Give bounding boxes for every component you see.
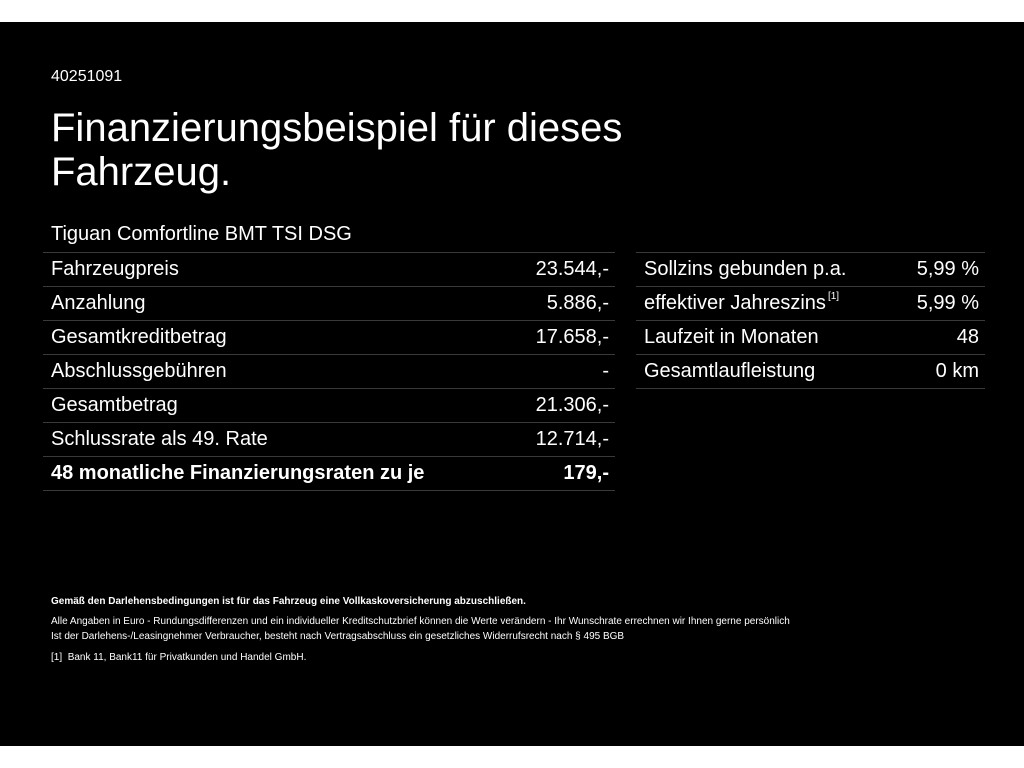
row-value: 21.306,-	[510, 389, 615, 423]
disclaimer-line: Ist der Darlehens-/Leasingnehmer Verbraucher, besteht nach Vertragsabschluss ein gesetzliches Widerrufsrecht nach § 495 BGB	[51, 631, 625, 642]
page-title: Finanzierungsbeispiel für dieses Fahrzeug.	[51, 106, 623, 194]
insurance-note: Gemäß den Darlehensbedingungen ist für das Fahrzeug eine Vollkaskoversicherung abzuschließen.	[51, 596, 526, 607]
row-label: Schlussrate als 49. Rate	[43, 423, 510, 457]
table-row	[43, 287, 615, 321]
row-label-text: Gesamtlaufleistung	[644, 360, 816, 382]
row-label	[636, 321, 894, 355]
table-row	[636, 287, 985, 321]
row-value: -	[510, 355, 615, 389]
row-label	[636, 253, 894, 287]
table-row	[636, 253, 985, 287]
financing-card	[0, 22, 1024, 746]
disclaimer-line: Alle Angaben in Euro - Rundungsdifferenzen und ein individueller Kreditschutzbrief können die Werte verändern - Ihr Wunschrate errechnen wir Ihnen gerne persönlich	[51, 616, 790, 627]
row-label: Gesamtbetrag	[43, 389, 510, 423]
bank-name: Bank 11, Bank11 für Privatkunden und Handel GmbH.	[67, 652, 307, 663]
row-label	[636, 355, 894, 389]
interest-table	[636, 252, 985, 389]
row-value: 5,99 %	[894, 287, 985, 321]
footnote-marker: [1]	[827, 291, 840, 302]
row-value: 179,-	[510, 457, 615, 491]
table-row	[43, 355, 615, 389]
row-label	[636, 287, 894, 321]
row-value: 48	[894, 321, 985, 355]
row-value: 23.544,-	[510, 253, 615, 287]
row-value: 12.714,-	[510, 423, 615, 457]
table-row	[636, 355, 985, 389]
vehicle-model: Tiguan Comfortline BMT TSI DSG	[51, 223, 352, 245]
bank-note	[51, 650, 971, 665]
table-row	[43, 253, 615, 287]
row-value: 0 km	[894, 355, 985, 389]
row-value: 5,99 %	[894, 253, 985, 287]
row-label: Abschlussgebühren	[43, 355, 510, 389]
row-label: Fahrzeugpreis	[43, 253, 510, 287]
row-label: 48 monatliche Finanzierungsraten zu je	[43, 457, 510, 491]
reference-number: 40251091	[51, 68, 123, 85]
table-row	[636, 321, 985, 355]
row-label: Gesamtkreditbetrag	[43, 321, 510, 355]
row-label: Anzahlung	[43, 287, 510, 321]
footnotes	[51, 594, 971, 665]
row-value: 17.658,-	[510, 321, 615, 355]
table-row	[43, 321, 615, 355]
row-label-text: effektiver Jahreszins	[644, 292, 826, 314]
table-row	[43, 389, 615, 423]
footnote-marker: [1]	[51, 652, 63, 663]
row-label-text: Sollzins gebunden p.a.	[644, 258, 847, 280]
row-value: 5.886,-	[510, 287, 615, 321]
table-row	[43, 423, 615, 457]
financing-table	[43, 252, 615, 491]
row-label-text: Laufzeit in Monaten	[644, 326, 819, 348]
monthly-rate-row	[43, 457, 615, 491]
